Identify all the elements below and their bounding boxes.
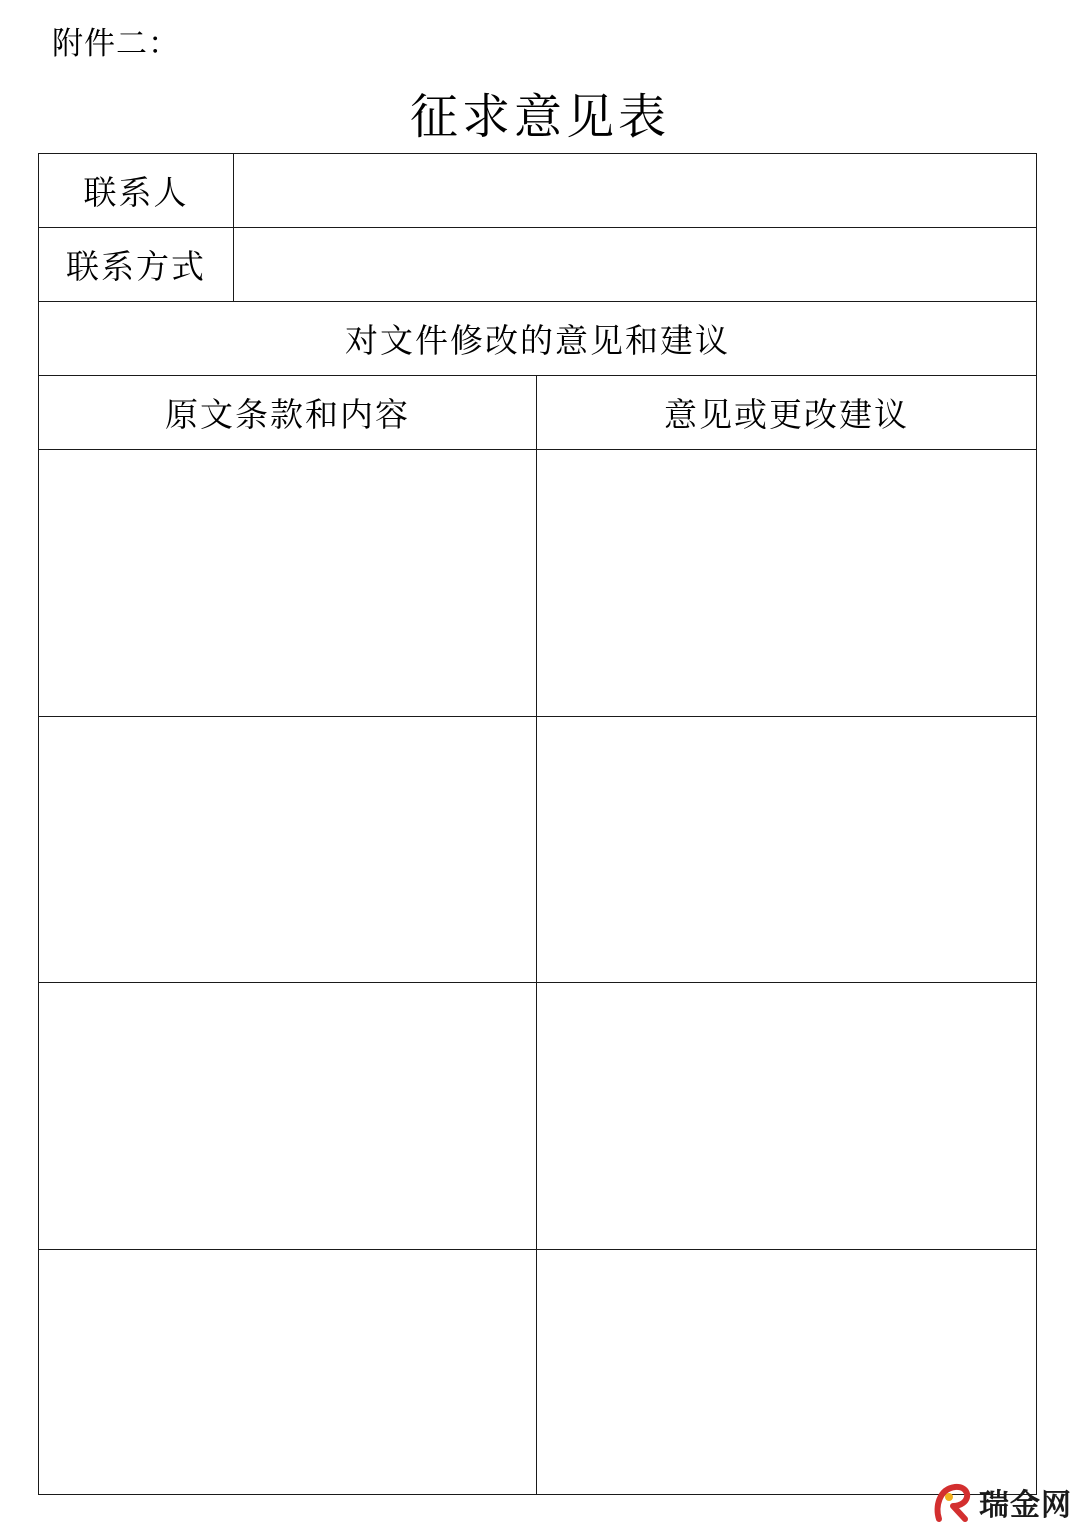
feedback-form-table: [38, 153, 1037, 1495]
suggestion-cell[interactable]: [537, 450, 1037, 716]
watermark-text: 瑞金网: [979, 1488, 1072, 1523]
contact-person-row: [39, 154, 1037, 228]
attachment-label: 附件二：: [52, 26, 180, 62]
contact-person-label: 联系人: [39, 154, 234, 228]
suggestion-cell[interactable]: [537, 716, 1037, 982]
original-content-cell[interactable]: [39, 1249, 537, 1494]
column-header-original: 原文条款和内容: [39, 376, 537, 450]
column-header-row: [39, 376, 1037, 450]
original-content-cell[interactable]: [39, 450, 537, 716]
section-heading: 对文件修改的意见和建议: [39, 302, 1037, 376]
ruijin-logo-icon: [929, 1479, 975, 1525]
table-row: [39, 1249, 1037, 1494]
column-header-suggestion: 意见或更改建议: [537, 376, 1037, 450]
original-content-cell[interactable]: [39, 983, 537, 1249]
section-heading-row: [39, 302, 1037, 376]
suggestion-cell[interactable]: [537, 983, 1037, 1249]
form-title: 征求意见表: [409, 89, 670, 145]
contact-method-row: [39, 228, 1037, 302]
contact-person-field[interactable]: [234, 154, 1037, 228]
table-row: [39, 450, 1037, 716]
contact-method-field[interactable]: [234, 228, 1037, 302]
original-content-cell[interactable]: [39, 716, 537, 982]
watermark: [929, 1479, 1072, 1525]
table-row: [39, 716, 1037, 982]
suggestion-cell[interactable]: [537, 1249, 1037, 1494]
contact-method-label: 联系方式: [39, 228, 234, 302]
table-row: [39, 983, 1037, 1249]
